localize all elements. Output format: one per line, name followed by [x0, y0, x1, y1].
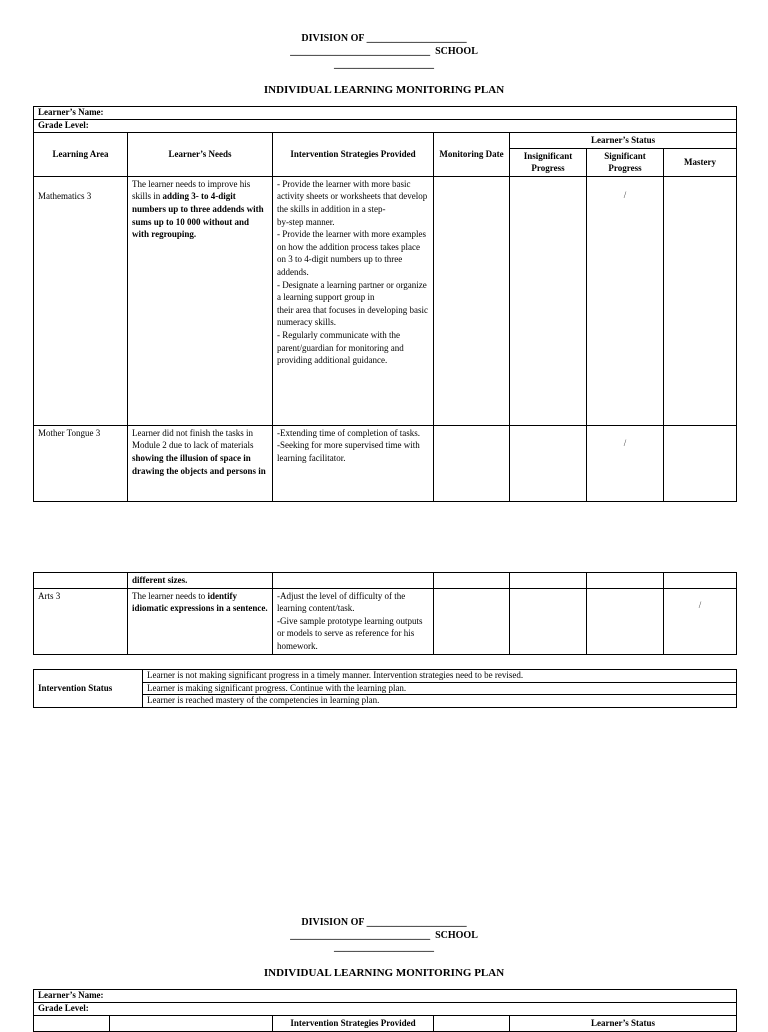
- significant-cell: [587, 588, 664, 654]
- header-underline: ____________________: [334, 942, 434, 953]
- page-title: INDIVIDUAL LEARNING MONITORING PLAN: [263, 967, 505, 979]
- insignificant-cell: [510, 573, 587, 589]
- col-insignificant: Insignificant Progress: [510, 148, 587, 176]
- division-line: DIVISION OF ____________________: [301, 33, 467, 44]
- learners-needs-cell: The learner needs to identify idiomatic expressions in a sentence.: [128, 588, 273, 654]
- continuation-table: [33, 572, 737, 655]
- insignificant-cell: [510, 425, 587, 501]
- school-line: ____________________________ SCHOOL: [290, 930, 478, 941]
- learners-needs-cell: different sizes.: [128, 573, 273, 589]
- col-significant: Significant Progress: [587, 148, 664, 176]
- insignificant-cell: [510, 176, 587, 425]
- grade-level-label: Grade Level:: [34, 1003, 737, 1016]
- insignificant-cell: [510, 588, 587, 654]
- monitoring-date-cell: [434, 176, 510, 425]
- table-row: [34, 425, 737, 501]
- mastery-cell: [664, 176, 737, 425]
- learner-name-label: Learner’s Name:: [34, 107, 737, 120]
- col-intervention: Intervention Strategies Provided: [273, 1016, 434, 1032]
- col-learning-area: Learning Area: [34, 133, 128, 177]
- col-mastery: Mastery: [664, 148, 737, 176]
- learning-area-cell: Arts 3: [34, 588, 128, 654]
- col-monitoring-date: [434, 1016, 510, 1032]
- monitoring-date-cell: [434, 588, 510, 654]
- mastery-cell: /: [664, 588, 737, 654]
- mastery-cell: [664, 573, 737, 589]
- status-item: Learner is making significant progress. Continue with the learning plan.: [143, 682, 737, 695]
- grade-level-label: Grade Level:: [34, 120, 737, 133]
- significant-cell: [587, 573, 664, 589]
- strategies-cell: [273, 573, 434, 589]
- strategies-cell: - Provide the learner with more basic activity sheets or worksheets that develop the skills in addition in a step- by-step manner. - Provide the learner with more examples on how the addition process takes place on 3 to 4-digit numbers up to three addends. - Designate a learning partner or organize a learning support group in their area that focuses in developing basic numeracy skills. - Regularly communicate with the parent/guardian for monitoring and providing additional guidance.: [273, 176, 434, 425]
- col-learners-needs: [110, 1016, 273, 1032]
- strategies-cell: -Adjust the level of difficulty of the learning content/task. -Give sample prototype learning outputs or models to serve as reference for his homework.: [273, 588, 434, 654]
- status-item: Learner is reached mastery of the competencies in learning plan.: [143, 695, 737, 708]
- col-learners-needs: Learner’s Needs: [128, 133, 273, 177]
- mastery-cell: [664, 425, 737, 501]
- learners-needs-cell: The learner needs to improve his skills in adding 3- to 4-digit numbers up to three addends with sums up to 10 000 without and with regrouping.: [128, 176, 273, 425]
- monitoring-table: [33, 106, 737, 502]
- learner-name-label: Learner’s Name:: [34, 990, 737, 1003]
- monitoring-date-cell: [434, 425, 510, 501]
- intervention-status-label: Intervention Status: [34, 670, 143, 708]
- page-title: INDIVIDUAL LEARNING MONITORING PLAN: [263, 84, 505, 96]
- col-learning-area: [34, 1016, 110, 1032]
- table-row: [34, 573, 737, 589]
- division-line: DIVISION OF ____________________: [301, 917, 467, 928]
- school-line: ____________________________ SCHOOL: [290, 46, 478, 57]
- learning-area-cell: Mother Tongue 3: [34, 425, 128, 501]
- col-intervention: Intervention Strategies Provided: [273, 133, 434, 177]
- significant-cell: /: [587, 425, 664, 501]
- strategies-cell: -Extending time of completion of tasks. -Seeking for more supervised time with learning facilitator.: [273, 425, 434, 501]
- learners-needs-cell: Learner did not finish the tasks in Module 2 due to lack of materials showing the illusion of space in drawing the objects and persons in: [128, 425, 273, 501]
- intervention-status-table: [33, 669, 737, 708]
- table-row: [34, 176, 737, 425]
- learning-area-cell: Mathematics 3: [34, 176, 128, 425]
- learning-area-cell: [34, 573, 128, 589]
- table-row: [34, 588, 737, 654]
- col-learners-status: Learner’s Status: [510, 133, 737, 149]
- col-learners-status: Learner’s Status: [510, 1016, 737, 1032]
- col-monitoring-date: Monitoring Date: [434, 133, 510, 177]
- monitoring-date-cell: [434, 573, 510, 589]
- significant-cell: /: [587, 176, 664, 425]
- monitoring-table-page2: [33, 989, 737, 1032]
- header-underline: ____________________: [334, 59, 434, 70]
- status-item: Learner is not making significant progress in a timely manner. Intervention strategies need to be revised.: [143, 670, 737, 683]
